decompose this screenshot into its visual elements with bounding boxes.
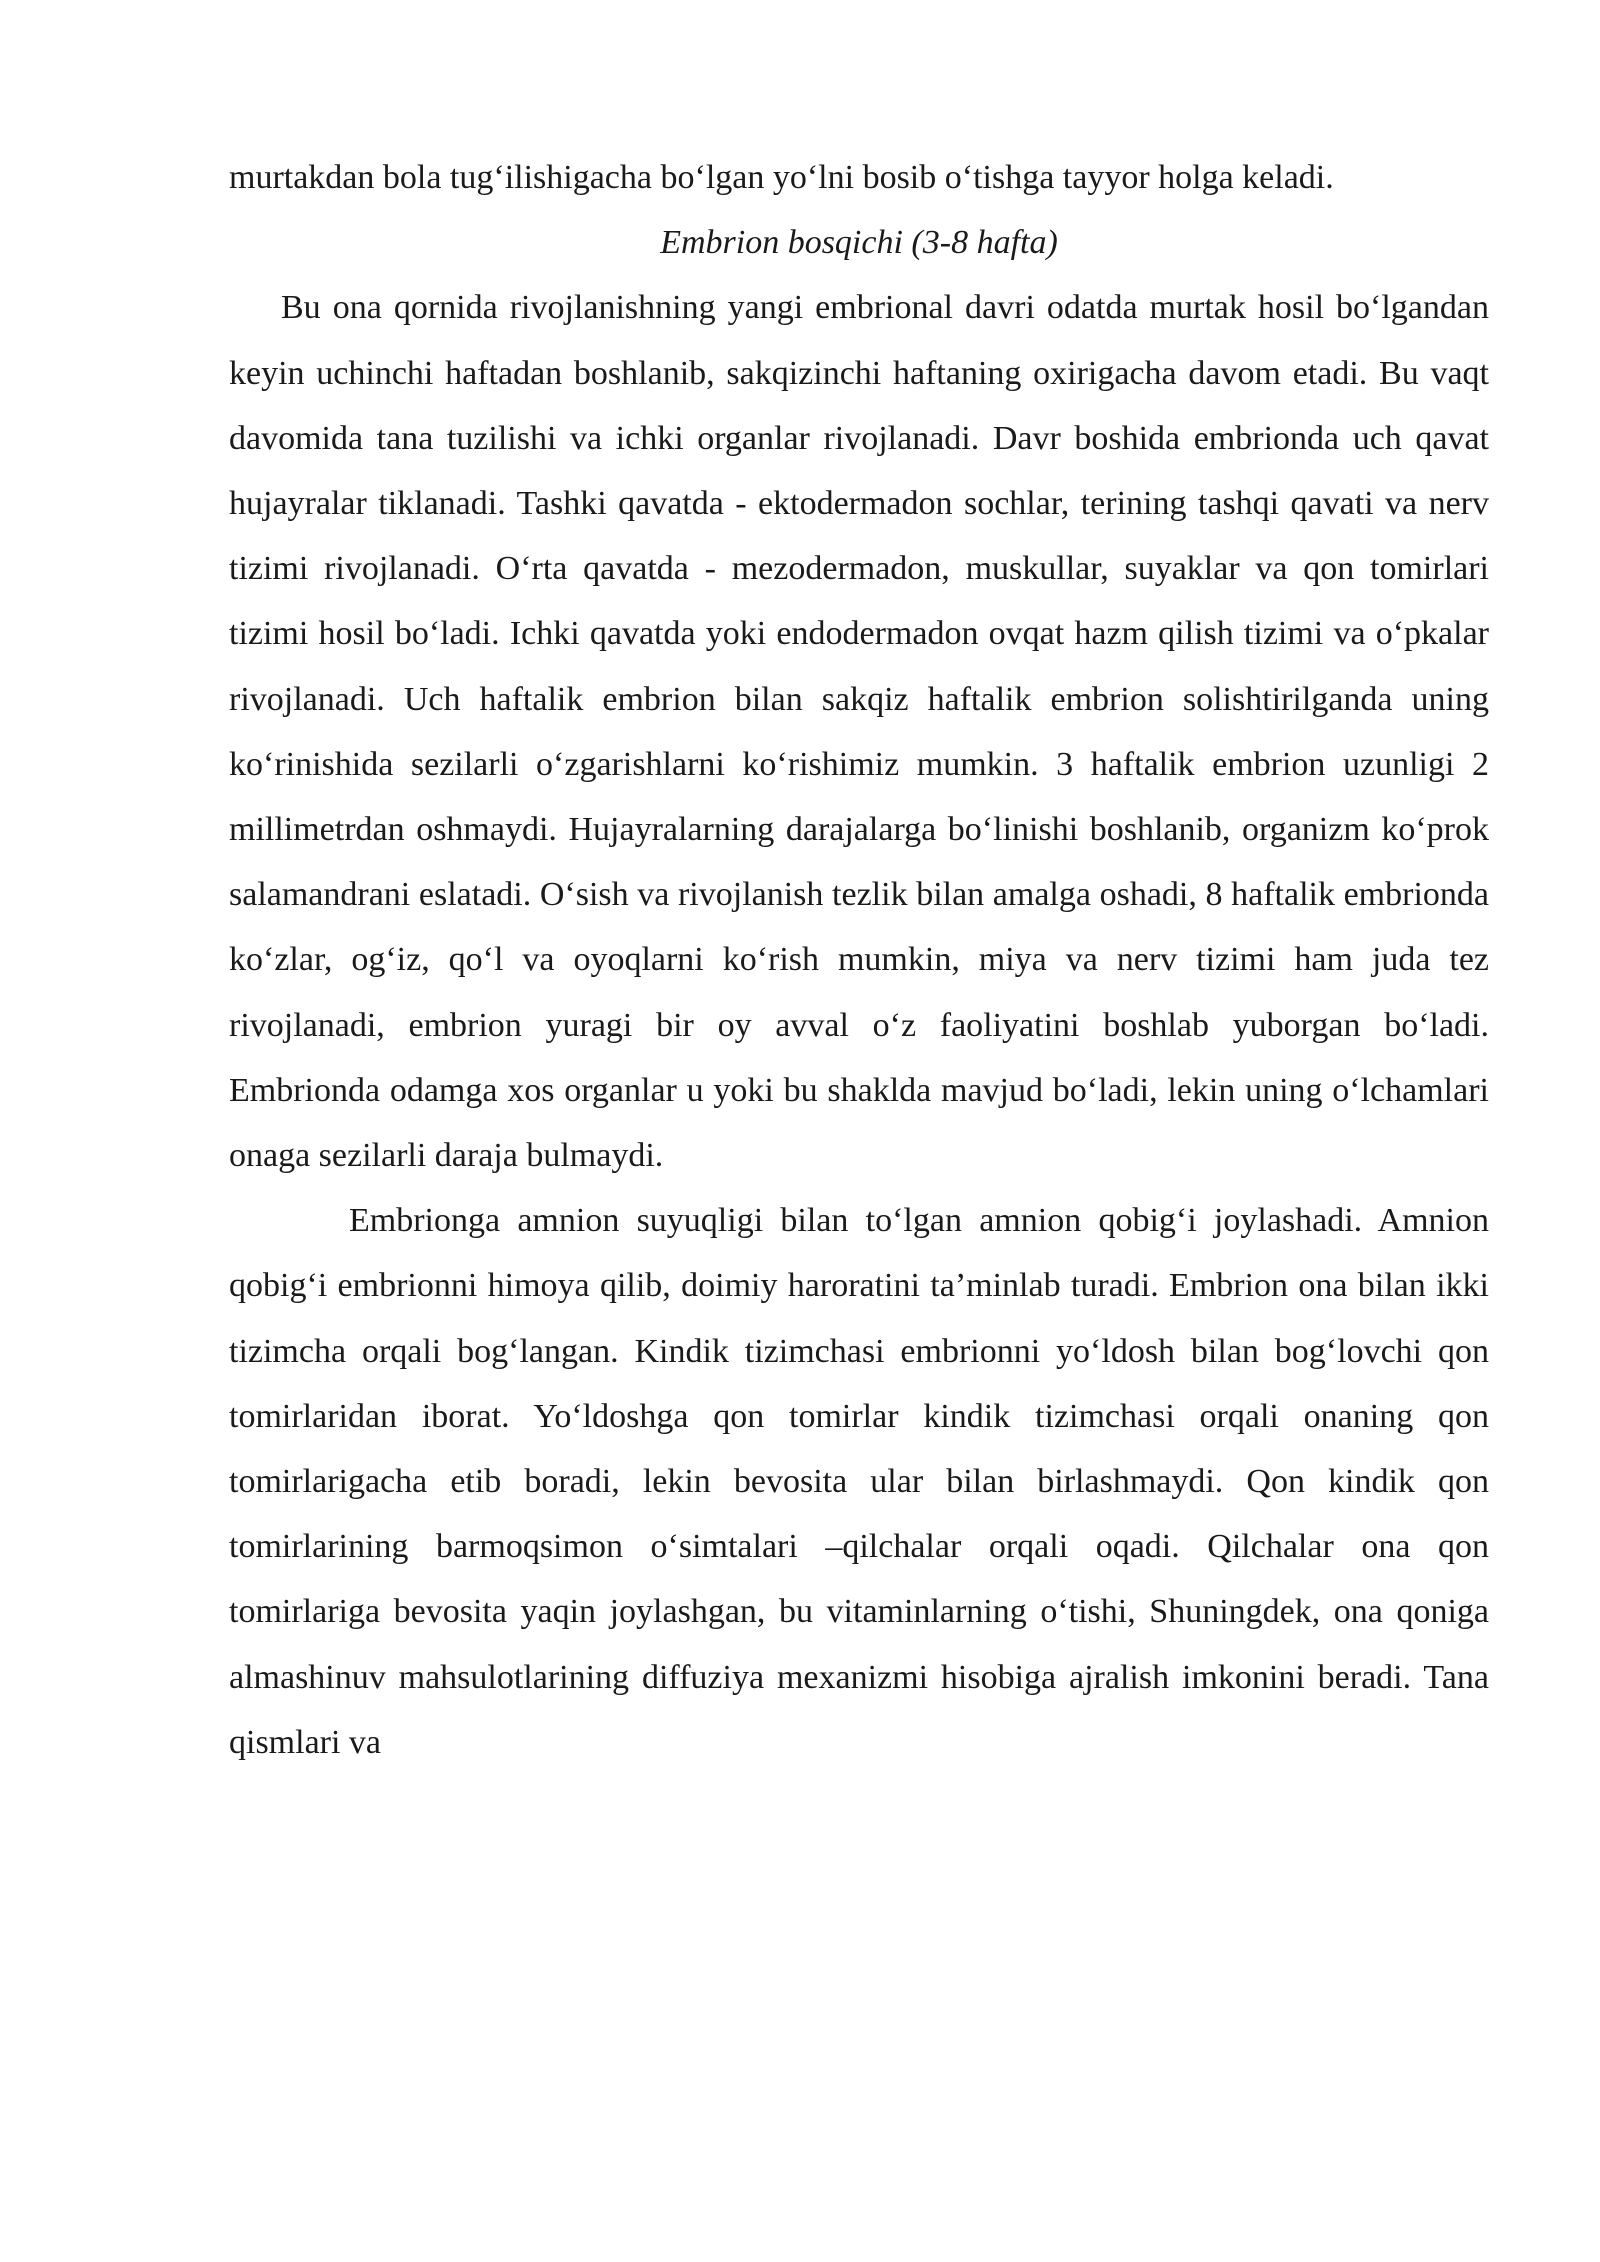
section-heading: Embrion bosqichi (3-8 hafta) xyxy=(660,224,1058,262)
document-page xyxy=(229,145,1489,1775)
body-paragraph-1: Bu ona qornida rivojlanishning yangi embrional davri odatda murtak hosil bo‘lgandan keyin uchinchi haftadan boshlanib, sakqizinchi haftaning oxirigacha davom etadi. Bu vaqt davomida tana tuzilishi va ichki organlar rivojlanadi. Davr boshida embrionda uch qavat hujayralar tiklanadi. Tashki qavatda - ektodermadon sochlar, terining tashqi qavati va nerv tizimi rivojlanadi. O‘rta qavatda - mezodermadon, muskullar, suyaklar va qon tomirlari tizimi hosil bo‘ladi. Ichki qavatda yoki endodermadon ovqat hazm qilish tizimi va o‘pkalar rivojlanadi. Uch haftalik embrion bilan sakqiz haftalik embrion solishtirilganda uning ko‘rinishida sezilarli o‘zgarishlarni ko‘rishimiz mumkin. 3 haftalik embrion uzunligi 2 millimetrdan oshmaydi. Hujayralarning darajalarga bo‘linishi boshlanib, organizm ko‘prok salamandrani eslatadi. O‘sish va rivojlanish tezlik bilan amalga oshadi, 8 haftalik embrionda ko‘zlar, og‘iz, qo‘l va oyoqlarni ko‘rish mumkin, miya va nerv tizimi ham juda tez rivojlanadi, embrion yuragi bir oy avval o‘z faoliyatini boshlab yuborgan bo‘ladi. Embrionda odamga xos organlar u yoki bu shaklda mavjud bo‘ladi, lekin uning o‘lchamlari onaga sezilarli daraja bulmaydi. xyxy=(229,289,1489,1175)
intro-paragraph: murtakdan bola tug‘ilishigacha bo‘lgan yo‘lni bosib o‘tishga tayyor holga keladi. xyxy=(229,159,1334,196)
body-paragraph-2: Embrionga amnion suyuqligi bilan to‘lgan amnion qobig‘i joylashadi. Amnion qobig‘i embrionni himoya qilib, doimiy haroratini ta’minlab turadi. Embrion ona bilan ikki tizimcha orqali bog‘langan. Kindik tizimchasi embrionni yo‘ldosh bilan bog‘lovchi qon tomirlaridan iborat. Yo‘ldoshga qon tomirlar kindik tizimchasi orqali onaning qon tomirlarigacha etib boradi, lekin bevosita ular bilan birlashmaydi. Qon kindik qon tomirlarining barmoqsimon o‘simtalari –qilchalar orqali oqadi. Qilchalar ona qon tomirlariga bevosita yaqin joylashgan, bu vitaminlarning o‘tishi, Shuningdek, ona qoniga almashinuv mahsulotlarining diffuziya mexanizmi hisobiga ajralish imkonini beradi. Tana qismlari va xyxy=(229,1202,1489,1761)
